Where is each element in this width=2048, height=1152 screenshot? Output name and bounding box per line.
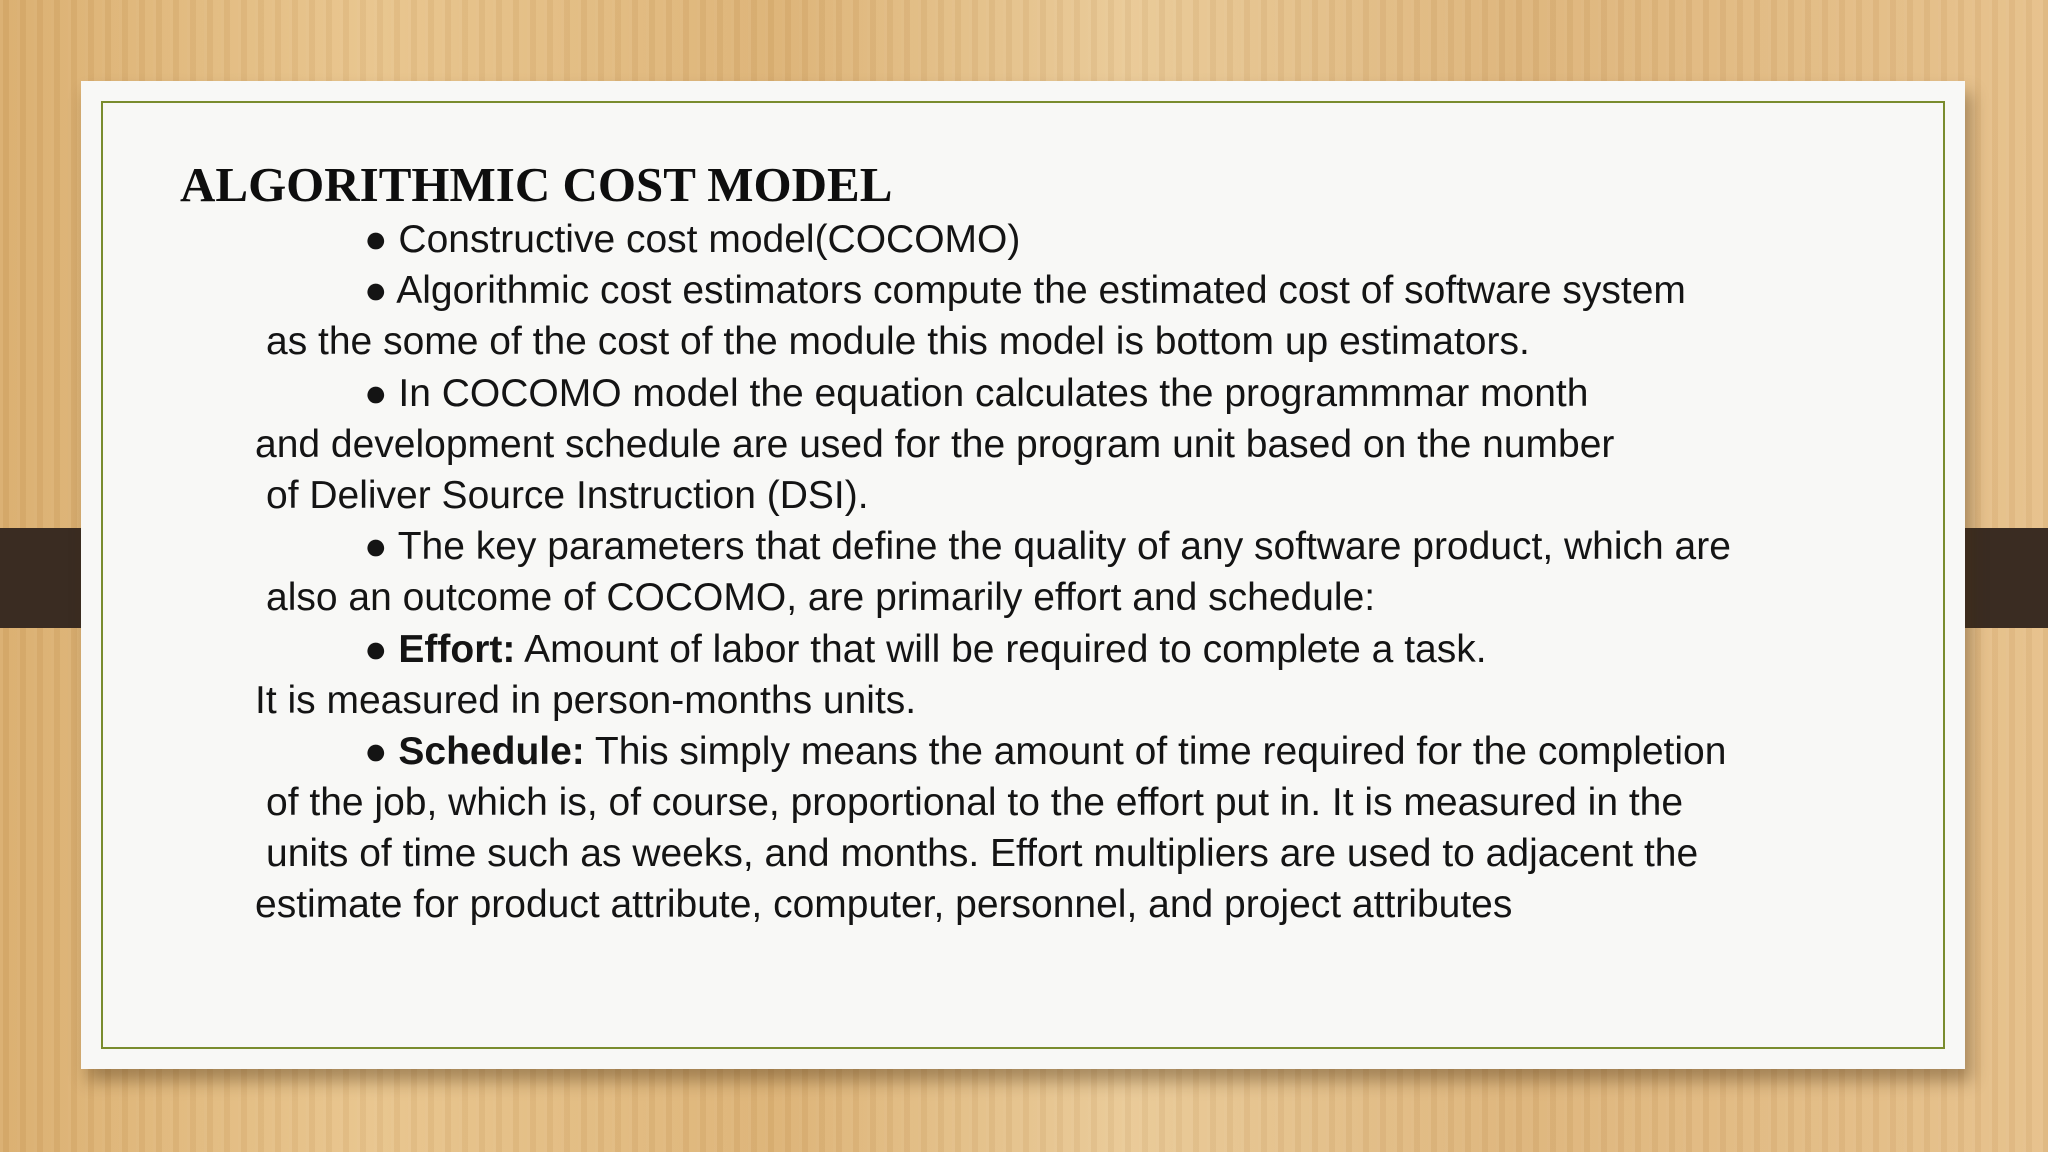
continuation-line: and development schedule are used for the program unit based on the number <box>255 422 1615 466</box>
continuation-line: of Deliver Source Instruction (DSI). <box>266 473 869 517</box>
line-text: In COCOMO model the equation calculates the programmmar month <box>398 371 1589 415</box>
bullet-line <box>81 214 1965 265</box>
slide-card <box>81 81 1965 1069</box>
bullet-line <box>81 265 1965 316</box>
bullet-line <box>81 726 1965 777</box>
bullet-line <box>81 368 1965 419</box>
bullet-line <box>81 521 1965 572</box>
bullet-icon: ● <box>364 525 388 569</box>
bullet-icon: ● <box>364 627 388 671</box>
continuation-line: of the job, which is, of course, proportional to the effort put in. It is measured in the <box>266 781 1684 825</box>
bullet-icon: ● <box>364 371 388 415</box>
line-text: Algorithmic cost estimators compute the estimated cost of software system <box>396 269 1686 313</box>
continuation-line: estimate for product attribute, computer, personnel, and project attributes <box>255 883 1513 927</box>
line-text: The key parameters that define the quality of any software product, which are <box>397 525 1731 569</box>
line-text: Constructive cost model(COCOMO) <box>398 218 1021 261</box>
term-effort: Effort: <box>398 627 516 671</box>
continuation-line: units of time such as weeks, and months. Effort multipliers are used to adjacent the <box>266 832 1699 876</box>
slide-title: ALGORITHMIC COST MODEL <box>180 157 893 212</box>
bullet-icon: ● <box>364 218 388 261</box>
line-text: Amount of labor that will be required to complete a task. <box>524 627 1487 671</box>
line-text: This simply means the amount of time required for the completion <box>594 729 1727 773</box>
continuation-line: It is measured in person-months units. <box>255 678 917 722</box>
continuation-line: as the some of the cost of the module this model is bottom up estimators. <box>266 320 1530 364</box>
slide-body <box>81 214 1965 931</box>
bullet-icon: ● <box>364 269 388 313</box>
bullet-icon: ● <box>364 729 388 773</box>
term-schedule: Schedule: <box>398 729 585 773</box>
bullet-line <box>81 624 1965 675</box>
continuation-line: also an outcome of COCOMO, are primarily effort and schedule: <box>266 576 1376 620</box>
